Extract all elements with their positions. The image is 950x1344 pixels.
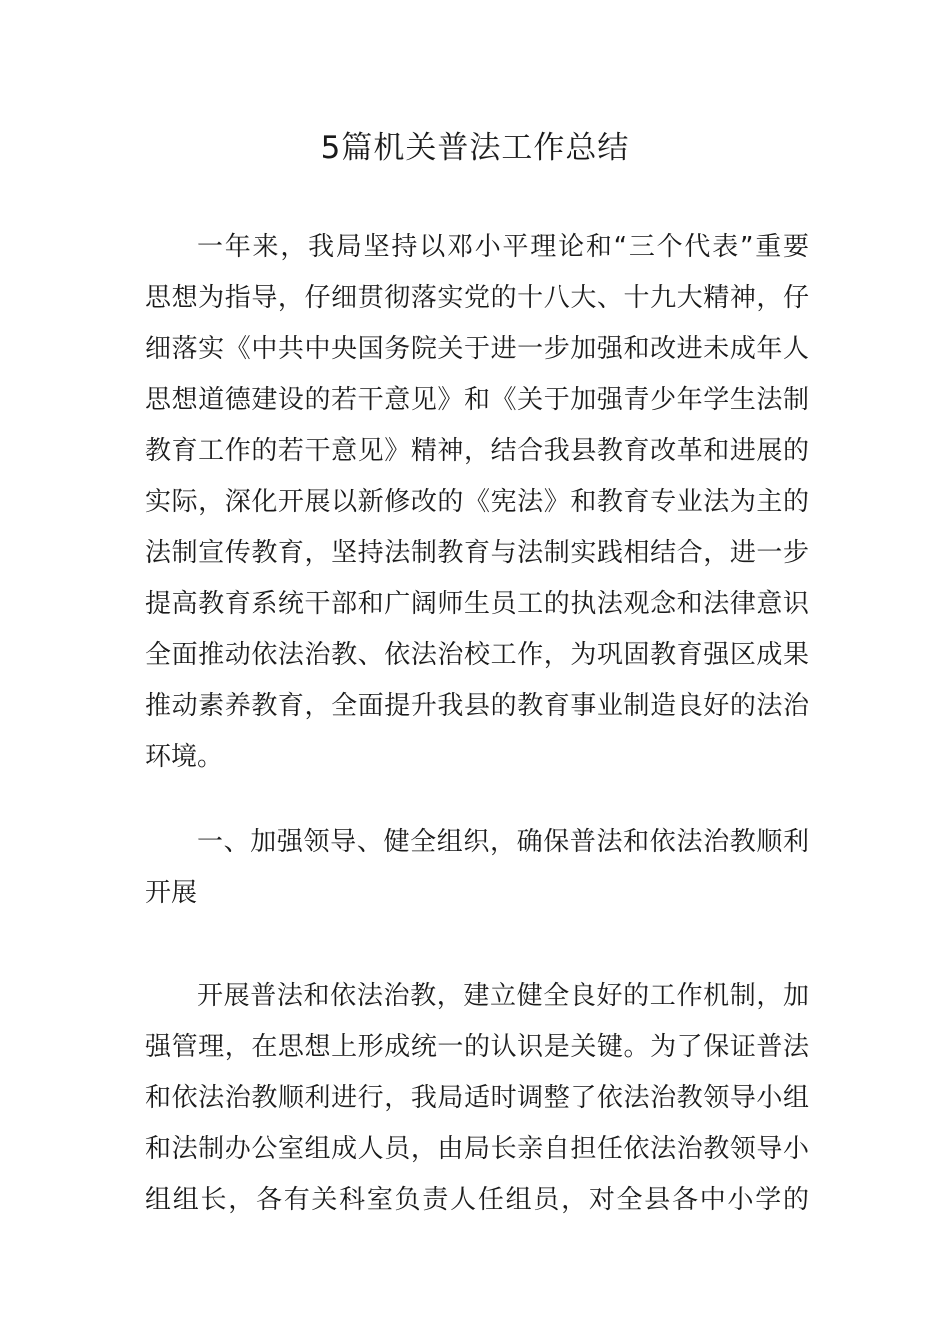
paragraph-line: 实际，深化开展以新修改的《宪法》和教育专业法为主的	[145, 487, 809, 517]
paragraph-line: 和法制办公室组成人员，由局长亲自担任依法治教领导小	[145, 1134, 809, 1164]
paragraph-line: 提高教育系统干部和广阔师生员工的执法观念和法律意识	[145, 589, 809, 619]
section-heading-1	[145, 817, 809, 919]
paragraph-line: 思想为指导，仔细贯彻落实党的十八大、十九大精神，仔	[145, 283, 809, 313]
paragraph-line: 法制宣传教育，坚持法制教育与法制实践相结合，进一步	[145, 538, 809, 568]
paragraph-line: 环境。	[145, 742, 224, 772]
paragraph-line: 全面推动依法治教、依法治校工作，为巩固教育强区成果	[145, 640, 809, 670]
paragraph-line: 和依法治教顺利进行，我局适时调整了依法治教领导小组	[145, 1083, 809, 1113]
paragraph-line: 细落实《中共中央国务院关于进一步加强和改进未成年人	[145, 334, 809, 364]
paragraph-line: 强管理，在思想上形成统一的认识是关键。为了保证普法	[145, 1032, 809, 1062]
paragraph-line: 开展普法和依法治教，建立健全良好的工作机制，加	[197, 981, 809, 1011]
heading-line: 开展	[145, 878, 198, 908]
paragraph-line: 教育工作的若干意见》精神，结合我县教育改革和进展的	[145, 436, 809, 466]
paragraph-line: 思想道德建设的若干意见》和《关于加强青少年学生法制	[145, 385, 809, 415]
document-title: 5篇机关普法工作总结	[320, 130, 630, 166]
paragraph-line: 推动素养教育，全面提升我县的教育事业制造良好的法治	[145, 691, 809, 721]
paragraph-line: 组组长，各有关科室负责人任组员，对全县各中小学的	[145, 1185, 809, 1215]
intro-paragraph	[145, 222, 809, 783]
heading-line: 一、加强领导、健全组织，确保普法和依法治教顺利	[197, 827, 809, 857]
paragraph-line: 一年来，我局坚持以邓小平理论和“三个代表”重要	[197, 232, 809, 262]
section-1-paragraph	[145, 971, 809, 1226]
